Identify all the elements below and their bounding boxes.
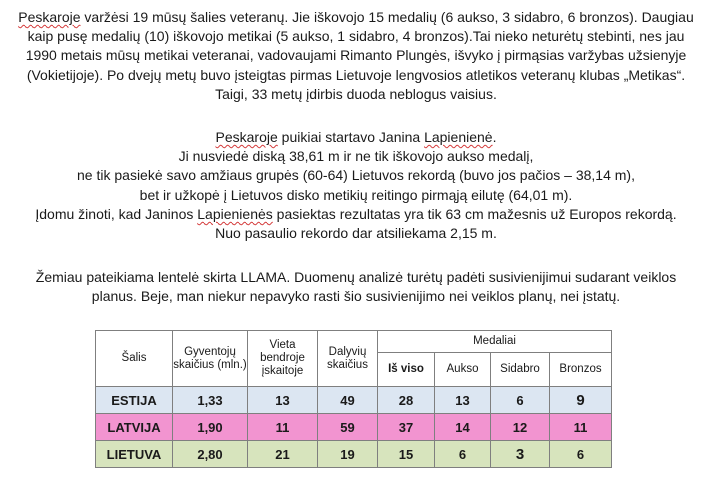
header-medals: Medaliai xyxy=(378,331,612,353)
text-line: Žemiau pateikiama lentelė skirta LLAMA. Duomenų analizė turėtų padėti susivienijimui sudarant veiklos xyxy=(35,269,677,285)
cell-gold: 13 xyxy=(435,387,491,414)
header-bronze: Bronzos xyxy=(550,353,612,387)
cell-population: 2,80 xyxy=(173,441,248,468)
text-line xyxy=(4,8,708,27)
cell-bronze: 6 xyxy=(550,441,612,468)
cell-participants: 49 xyxy=(318,387,378,414)
cell-gold: 14 xyxy=(435,414,491,441)
text-line: bet ir užkopė į Lietuvos disko metikių reitingo pirmąją eilutę (64,01 m). xyxy=(139,186,573,203)
text-line: Nuo pasaulio rekordo dar atsiliekama 2,15 m. xyxy=(215,225,497,242)
cell-silver: 3 xyxy=(491,441,550,468)
cell-population: 1,33 xyxy=(173,387,248,414)
medals-table xyxy=(95,330,612,468)
header-silver: Sidabro xyxy=(491,353,550,387)
text-line: 1990 metais mūsų metikai veteranai, vadovaujami Rimanto Plungės, išvyko į pirmąsias varžybas užsienyje xyxy=(25,47,687,64)
header-participants: Dalyvių skaičius xyxy=(318,331,378,387)
cell-country: LIETUVA xyxy=(96,441,173,468)
text-line: kaip pusę medalių (10) iškovojo metikai (5 aukso, 1 sidabro, 4 bronzos).Tai nieko neturėtų stebinti, nes jau xyxy=(27,28,685,45)
text-line: Taigi, 33 metų įdirbis duoda neblogus vaisius. xyxy=(215,85,497,102)
cell-silver: 6 xyxy=(491,387,550,414)
cell-rank: 13 xyxy=(248,387,318,414)
text-line: planus. Beje, man niekur nepavyko rasti šio susivienijimo nei veiklos planų, nei įstatų. xyxy=(91,288,621,305)
cell-rank: 21 xyxy=(248,441,318,468)
header-country: Šalis xyxy=(96,331,173,387)
text-line-1: Peskaroje puikiai startavo Janina Lapienienė. xyxy=(215,129,497,145)
cell-total: 28 xyxy=(378,387,435,414)
text-line-5: Įdomu žinoti, kad Janinos Lapienienės pasiektas rezultatas yra tik 63 cm mažesnis už Europos rekordą. xyxy=(35,205,677,222)
text-line: (Vokietijoje). Po dvejų metų buvo įsteigtas pirmas Lietuvoje lengvosios atletikos veteranų klubas „Metikas“. xyxy=(26,66,686,83)
table-row xyxy=(96,414,612,441)
cell-population: 1,90 xyxy=(173,414,248,441)
header-gold: Aukso xyxy=(435,353,491,387)
paragraph-llama xyxy=(4,268,708,306)
cell-bronze: 11 xyxy=(550,414,612,441)
cell-gold: 6 xyxy=(435,441,491,468)
cell-participants: 19 xyxy=(318,441,378,468)
paragraph-intro xyxy=(4,8,708,104)
text-line xyxy=(4,205,708,224)
cell-country: ESTIJA xyxy=(96,387,173,414)
cell-total: 15 xyxy=(378,441,435,468)
text-line: Ji nusviedė diską 38,61 m ir ne tik iškovojo aukso medalį, xyxy=(178,148,534,165)
header-total: Iš viso xyxy=(378,353,435,387)
table-row xyxy=(96,441,612,468)
table-row xyxy=(96,387,612,414)
text-line: ne tik pasiekė savo amžiaus grupės (60-64) Lietuvos rekordą (buvo jos pačios – 38,14 m), xyxy=(77,167,635,184)
cell-country: LATVIJA xyxy=(96,414,173,441)
header-population: Gyventojų skaičius (mln.) xyxy=(173,331,248,387)
paragraph-janina xyxy=(4,128,708,243)
cell-bronze: 9 xyxy=(550,387,612,414)
text-line-1: Peskaroje varžėsi 19 mūsų šalies veteranų. Jie iškovojo 15 medalių (6 aukso, 3 sidabro, 6 bronzos). Daugiau xyxy=(18,9,694,25)
cell-participants: 59 xyxy=(318,414,378,441)
cell-total: 37 xyxy=(378,414,435,441)
cell-rank: 11 xyxy=(248,414,318,441)
header-rank: Vieta bendroje įskaitoje xyxy=(248,331,318,387)
text-line xyxy=(4,128,708,147)
cell-silver: 12 xyxy=(491,414,550,441)
